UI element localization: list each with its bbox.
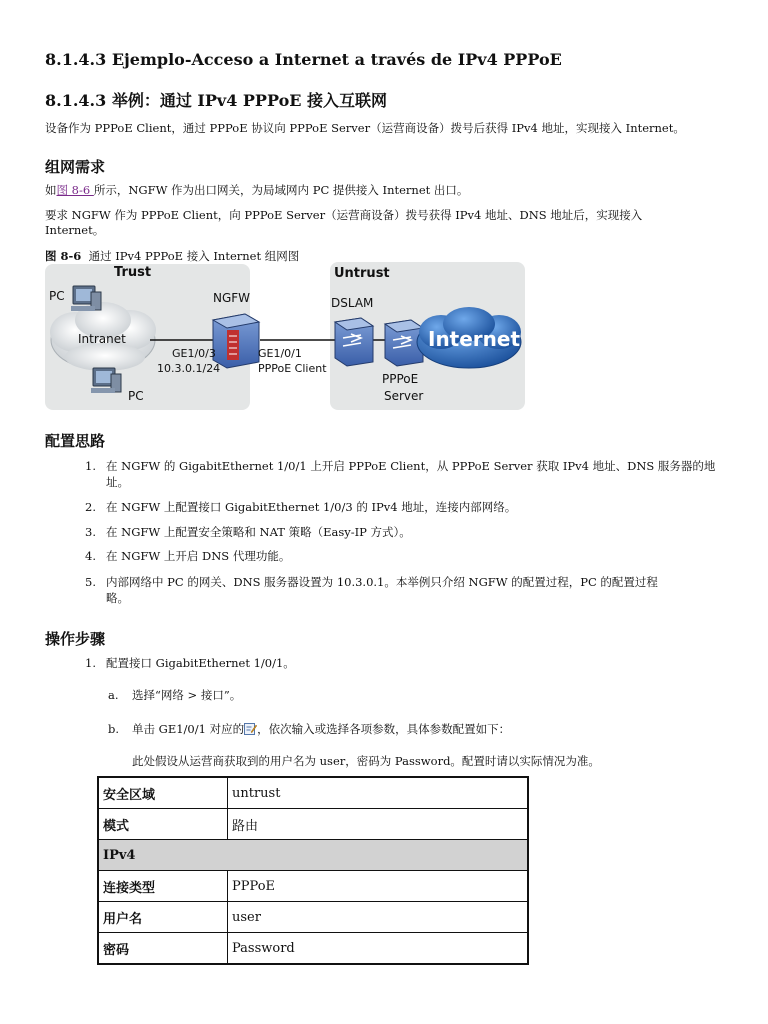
step-1-number: 1. (85, 656, 96, 670)
table-key: 安全区域 (98, 777, 228, 809)
intranet-label: Intranet (78, 332, 126, 346)
step-b-post: ，依次输入或选择各项参数，具体参数配置如下： (257, 722, 511, 736)
table-value: Password (228, 933, 529, 965)
table-group-label: IPv4 (98, 840, 528, 871)
step-1-text: 配置接口 GigabitEthernet 1/0/1。 (106, 656, 295, 670)
ge103-label: GE1/0/3 (172, 347, 216, 360)
ngfw-firewall-icon (213, 314, 259, 368)
figure-caption-text: 通过 IPv4 PPPoE 接入 Internet 组网图 (88, 249, 300, 263)
networking-line-1-pre: 如 (45, 183, 57, 197)
config-item-5-number: 5. (85, 575, 96, 589)
config-item-3-text: 在 NGFW 上配置安全策略和 NAT 策略（Easy-IP 方式）。 (106, 525, 411, 539)
config-item-2-number: 2. (85, 500, 96, 514)
config-item-1-line2: 址。 (106, 475, 129, 489)
pc-bottom-label: PC (128, 389, 144, 403)
config-item-1-text (106, 458, 715, 490)
table-row (98, 933, 528, 965)
config-item-4-number: 4. (85, 549, 96, 563)
pc-bottom-icon (91, 368, 121, 393)
table-key: 密码 (98, 933, 228, 965)
title-chinese: 8.1.4.3 举例：通过 IPv4 PPPoE 接入互联网 (45, 91, 388, 110)
ngfw-label: NGFW (213, 291, 251, 305)
pppoe-server-label-1: PPPoE (382, 372, 419, 386)
table-value: untrust (228, 777, 529, 809)
table-key: 连接类型 (98, 871, 228, 902)
pc-top-label: PC (49, 289, 65, 303)
step-b-text (132, 721, 510, 737)
step-b-pre: 单击 GE1/0/1 对应的 (132, 722, 245, 736)
step-a-letter: a. (108, 688, 119, 702)
table-key: 模式 (98, 809, 228, 840)
config-item-5-line2: 略。 (106, 591, 129, 605)
dslam-label: DSLAM (331, 296, 374, 310)
table-row (98, 902, 528, 933)
step-b-note: 此处假设从运营商获取到的用户名为 user，密码为 Password。配置时请以实际情况为准。 (132, 754, 600, 768)
edit-icon[interactable] (244, 722, 257, 735)
table-group-row (98, 840, 528, 871)
step-b-letter: b. (108, 722, 120, 736)
table-row (98, 871, 528, 902)
networking-line-3: Internet。 (45, 223, 105, 237)
untrust-label: Untrust (334, 266, 390, 281)
table-value: user (228, 902, 529, 933)
config-item-3-number: 3. (85, 525, 96, 539)
table-key: 用户名 (98, 902, 228, 933)
table-value: PPPoE (228, 871, 529, 902)
config-item-1-number: 1. (85, 459, 96, 473)
pppoe-client-label: PPPoE Client (258, 362, 327, 375)
networking-line-1 (45, 182, 468, 198)
dslam-icon (335, 318, 373, 366)
table-row (98, 809, 528, 840)
config-item-5-text (106, 574, 658, 606)
step-a-text: 选择“网络 > 接口”。 (132, 688, 242, 702)
intro-text: 设备作为 PPPoE Client，通过 PPPoE 协议向 PPPoE Server（运营商设备）拨号后获得 IPv4 地址，实现接入 Internet。 (45, 121, 685, 135)
networking-line-2: 要求 NGFW 作为 PPPoE Client，向 PPPoE Server（运营商设备）拨号获得 IPv4 地址、DNS 地址后，实现接入 (45, 208, 643, 222)
parameters-table (97, 776, 529, 965)
table-value: 路由 (228, 809, 529, 840)
config-item-4-text: 在 NGFW 上开启 DNS 代理功能。 (106, 549, 291, 563)
figure-link[interactable]: 图 8-6 (56, 183, 94, 197)
internet-label: Internet (428, 327, 521, 351)
pc-top-icon (71, 286, 101, 311)
pppoe-server-label-2: Server (384, 389, 424, 403)
config-idea-heading: 配置思路 (45, 432, 106, 450)
ip-label: 10.3.0.1/24 (157, 362, 221, 375)
figure-caption-number: 图 8-6 (45, 249, 82, 263)
networking-line-1-post: 所示，NGFW 作为出口网关，为局域网内 PC 提供接入 Internet 出口。 (93, 183, 469, 197)
title-spanish: 8.1.4.3 Ejemplo-Acceso a Internet a través de IPv4 PPPoE (45, 50, 562, 69)
table-row (98, 777, 528, 809)
config-item-2-text: 在 NGFW 上配置接口 GigabitEthernet 1/0/3 的 IPv4 地址，连接内部网络。 (106, 500, 517, 514)
config-item-5-line1: 内部网络中 PC 的网关、DNS 服务器设置为 10.3.0.1。本举例只介绍 NGFW 的配置过程，PC 的配置过程 (106, 575, 658, 589)
ge101-label: GE1/0/1 (258, 347, 302, 360)
steps-heading: 操作步骤 (45, 630, 106, 648)
networking-heading: 组网需求 (45, 158, 106, 176)
config-item-1-line1: 在 NGFW 的 GigabitEthernet 1/0/1 上开启 PPPoE Client，从 PPPoE Server 获取 IPv4 地址、DNS 服务器的地 (106, 459, 716, 473)
trust-label: Trust (114, 265, 152, 280)
